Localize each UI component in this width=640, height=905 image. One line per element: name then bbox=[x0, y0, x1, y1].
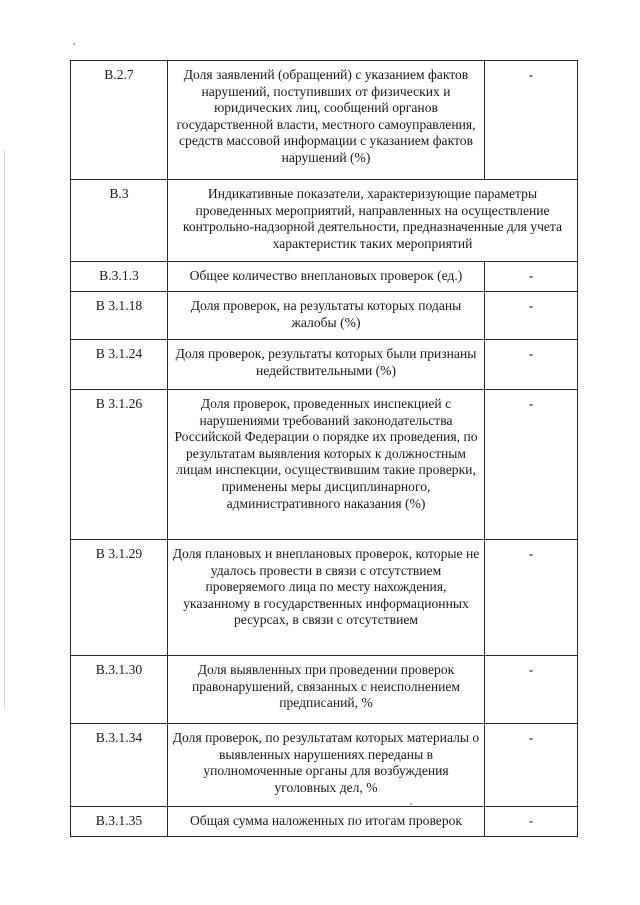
table-row bbox=[71, 292, 578, 340]
indicator-code: В.3.1.30 bbox=[71, 656, 168, 724]
indicator-value: - bbox=[485, 724, 578, 807]
table-row bbox=[71, 262, 578, 292]
indicator-description: Общее количество внеплановых проверок (ед.) bbox=[168, 262, 485, 292]
table-row bbox=[71, 807, 578, 837]
indicator-description: Общая сумма наложенных по итогам проверок bbox=[168, 807, 485, 837]
table-row bbox=[71, 390, 578, 540]
indicator-description: Доля выявленных при проведении проверок правонарушений, связанных с неисполнением предписаний, % bbox=[168, 656, 485, 724]
indicator-description: Доля проверок, по результатам которых материалы о выявленных нарушениях переданы в уполномоченные органы для возбуждения уголовных дел, % bbox=[168, 724, 485, 807]
indicator-description: Доля проверок, на результаты которых поданы жалобы (%) bbox=[168, 292, 485, 340]
indicator-description: Доля проверок, результаты которых были признаны недействительными (%) bbox=[168, 340, 485, 390]
indicator-code: В.3.1.34 bbox=[71, 724, 168, 807]
table-row bbox=[71, 656, 578, 724]
table-row bbox=[71, 724, 578, 807]
indicator-value: - bbox=[485, 262, 578, 292]
table-row bbox=[71, 540, 578, 656]
indicator-value: - bbox=[485, 340, 578, 390]
indicator-code: В.3.1.35 bbox=[71, 807, 168, 837]
indicator-code: В 3.1.26 bbox=[71, 390, 168, 540]
indicator-description: Доля плановых и внеплановых проверок, которые не удалось провести в связи с отсутствием проверяемого лица по месту нахождения, указанному в государственных информационных ресурсах, в связи с отсутствием bbox=[168, 540, 485, 656]
indicator-code: В 3.1.18 bbox=[71, 292, 168, 340]
indicator-code: В 3.1.29 bbox=[71, 540, 168, 656]
indicator-description: Доля заявлений (обращений) с указанием фактов нарушений, поступивших от физических и юридических лиц, сообщений органов государственной власти, местного самоуправления, средств массовой информации с указанием фактов нарушений (%) bbox=[168, 61, 485, 180]
table-row bbox=[71, 61, 578, 180]
indicator-code: В.3.1.3 bbox=[71, 262, 168, 292]
indicator-code: В.2.7 bbox=[71, 61, 168, 180]
indicator-group-description: Индикативные показатели, характеризующие параметры проведенных мероприятий, направленных на осуществление контрольно-надзорной деятельности, предназначенные для учета характеристик таких мероприятий bbox=[168, 180, 578, 262]
indicator-value: - bbox=[485, 807, 578, 837]
indicator-value: - bbox=[485, 61, 578, 180]
table-row bbox=[71, 340, 578, 390]
table-row bbox=[71, 180, 578, 262]
indicator-code: В.3 bbox=[71, 180, 168, 262]
indicator-value: - bbox=[485, 390, 578, 540]
indicator-value: - bbox=[485, 292, 578, 340]
indicator-code: В 3.1.24 bbox=[71, 340, 168, 390]
indicator-value: - bbox=[485, 540, 578, 656]
scan-speck bbox=[73, 43, 75, 45]
indicators-table bbox=[70, 60, 578, 837]
indicator-description: Доля проверок, проведенных инспекцией с нарушениями требований законодательства Российской Федерации о порядке их проведения, по результатам выявления которых к должностным лицам инспекции, осуществившим такие проверки, применены меры дисциплинарного, административного наказания (%) bbox=[168, 390, 485, 540]
indicator-value: - bbox=[485, 656, 578, 724]
scan-edge-line bbox=[4, 150, 5, 710]
